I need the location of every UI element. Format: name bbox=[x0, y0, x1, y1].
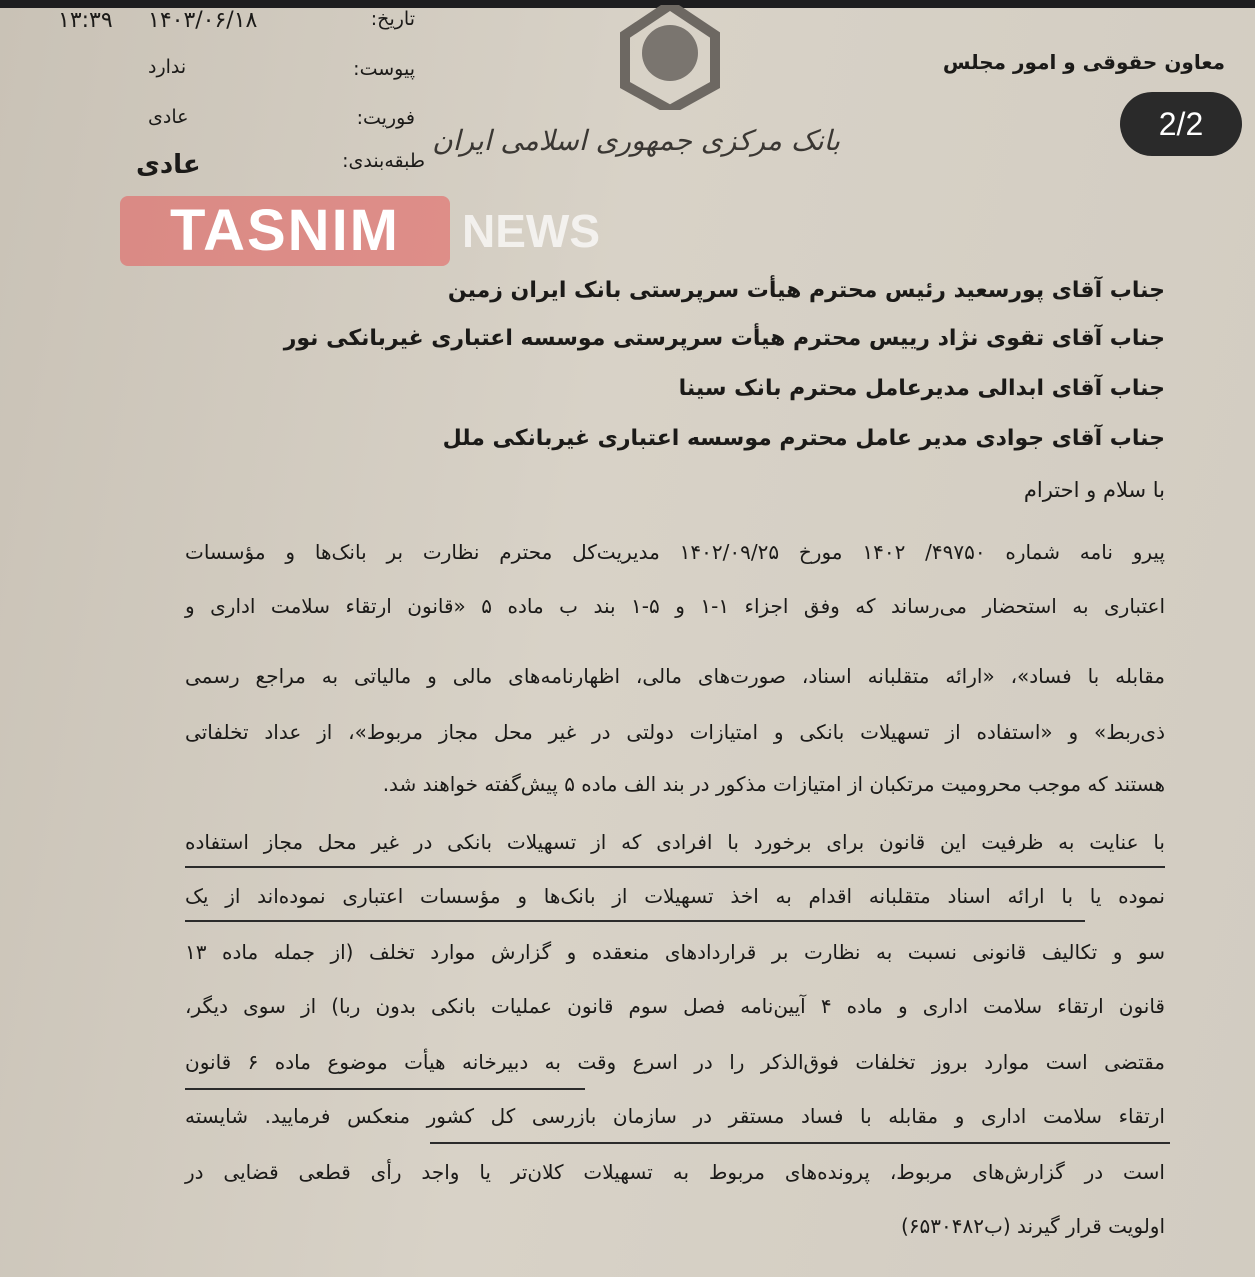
handwritten-underline bbox=[185, 1088, 585, 1090]
body-line: است در گزارش‌های مربوط، پرونده‌های مربوط به تسهیلات کلان‌تر یا واجد رأی قطعی قضایی در bbox=[185, 1160, 1165, 1184]
news-watermark: NEWS bbox=[462, 205, 600, 257]
body-line: ذی‌ربط» و «استفاده از تسهیلات بانکی و امتیازات دولتی در غیر محل مجاز مربوط»، از عداد تخلفاتی bbox=[185, 720, 1165, 744]
page-counter-badge: 2/2 bbox=[1120, 92, 1242, 156]
recipient-line: جناب آقای جوادی مدیر عامل محترم موسسه اعتباری غیربانکی ملل bbox=[442, 426, 1165, 451]
body-line: اعتباری به استحضار می‌رساند که وفق اجزاء ۱-۱ و ۵-۱ بند ب ماده ۵ «قانون ارتقاء سلامت اداری و bbox=[185, 594, 1165, 618]
urgency-label: فوریت: bbox=[356, 107, 415, 129]
classification-value: عادی bbox=[136, 150, 201, 180]
central-bank-logo-icon bbox=[605, 5, 735, 110]
tasnim-watermark: TASNIM bbox=[120, 196, 450, 266]
date-value: ۱۴۰۳/۰۶/۱۸ bbox=[148, 8, 258, 33]
body-line: قانون ارتقاء سلامت اداری و ماده ۴ آیین‌نامه فصل سوم قانون عملیات بانکی بدون ربا) از سوی دیگر، bbox=[185, 994, 1165, 1018]
body-line: مقتضی است موارد بروز تخلفات فوق‌الذکر را در اسرع وقت به دبیرخانه هیأت موضوع ماده ۶ قانون bbox=[185, 1050, 1165, 1074]
time-value: ۱۳:۳۹ bbox=[58, 8, 113, 33]
date-label: تاریخ: bbox=[370, 8, 415, 30]
body-line: سو و تکالیف قانونی نسبت به نظارت بر قراردادهای منعقده و گزارش موارد تخلف (از جمله ماده ۱۳ bbox=[185, 940, 1165, 964]
recipient-line: جناب آقای ابدالی مدیرعامل محترم بانک سینا bbox=[678, 376, 1165, 401]
body-line: اولویت قرار گیرند (ب۶۵۳۰۴۸۲) bbox=[900, 1214, 1165, 1238]
body-line: ارتقاء سلامت اداری و مقابله با فساد مستقر در سازمان بازرسی کل کشور منعکس فرمایید. شایسته bbox=[185, 1104, 1165, 1128]
body-line: نموده یا با ارائه اسناد متقلبانه اقدام به اخذ تسهیلات از بانک‌ها و مؤسسات اعتباری نموده‌اند از یک bbox=[185, 884, 1165, 908]
body-line: مقابله با فساد»، «ارائه متقلبانه اسناد، صورت‌های مالی، اظهارنامه‌های مالی و مالیاتی به مراجع رسمی bbox=[185, 664, 1165, 688]
handwritten-underline bbox=[185, 866, 1165, 868]
attachment-value: ندارد bbox=[148, 56, 187, 78]
recipient-line: جناب آقای تقوی نژاد رییس محترم هیأت سرپرستی موسسه اعتباری غیربانکی نور bbox=[283, 326, 1165, 351]
handwritten-underline bbox=[430, 1142, 1170, 1144]
urgency-value: عادی bbox=[148, 106, 189, 128]
greeting: با سلام و احترام bbox=[1023, 478, 1165, 502]
department-title: معاون حقوقی و امور مجلس bbox=[942, 50, 1225, 74]
attachment-label: پیوست: bbox=[353, 58, 415, 80]
body-line: هستند که موجب محرومیت مرتکبان از امتیازات مذکور در بند الف ماده ۵ پیش‌گفته خواهند شد. bbox=[382, 772, 1165, 796]
classification-label: طبقه‌بندی: bbox=[342, 150, 425, 172]
body-line: با عنایت به ظرفیت این قانون برای برخورد با افرادی که از تسهیلات بانکی در غیر محل مجاز استفاده bbox=[185, 830, 1165, 854]
handwritten-underline bbox=[185, 920, 1085, 922]
body-line: پیرو نامه شماره ۴۹۷۵۰/ ۱۴۰۲ مورخ ۱۴۰۲/۰۹/۲۵ مدیریت‌کل محترم نظارت بر بانک‌ها و مؤسسات bbox=[185, 540, 1165, 564]
recipient-line: جناب آقای پورسعید رئیس محترم هیأت سرپرستی بانک ایران زمین bbox=[447, 278, 1165, 303]
bank-name: بانک مرکزی جمهوری اسلامی ایران bbox=[432, 124, 840, 157]
